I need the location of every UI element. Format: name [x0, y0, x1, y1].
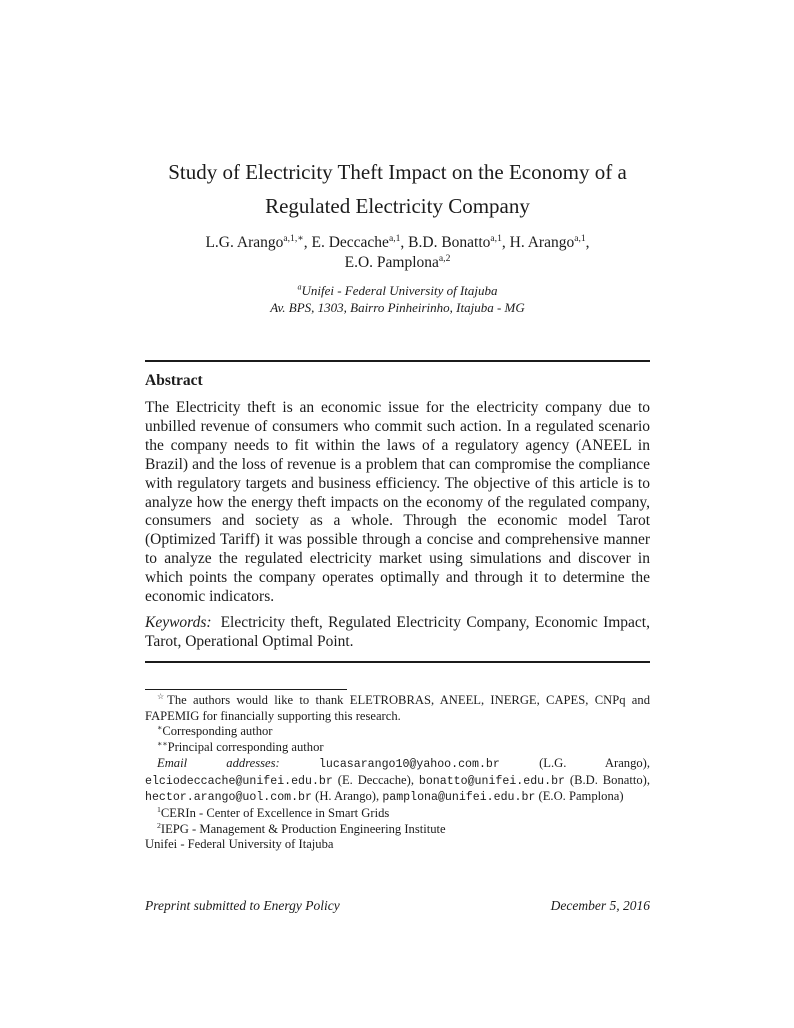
author-affil-sup: a,2 — [438, 252, 451, 264]
affiliation — [145, 283, 650, 316]
footnote-rule — [145, 689, 347, 690]
divider-below-keywords — [145, 661, 650, 663]
keywords-text: Electricity theft, Regulated Electricity Company, Economic Impact, Tarot, Operational Optimal Point. — [145, 614, 650, 650]
author-affil-sup: a,1 — [574, 232, 586, 244]
email-address: hector.arango@uol.com.br — [145, 791, 312, 805]
author-name: L.G. Arango — [205, 234, 284, 251]
author-name: E.O. Pamplona — [344, 254, 439, 271]
preprint-note: Preprint submitted to Energy Policy — [145, 898, 340, 913]
author-name: B.D. Bonatto — [408, 234, 491, 251]
paper-title-line2: Regulated Electricity Company — [265, 194, 530, 218]
affiliation-address: Av. BPS, 1303, Bairro Pinheirinho, Itajuba - MG — [270, 299, 525, 315]
abstract-text: The Electricity theft is an economic issue for the electricity company due to unbilled revenue of consumers who commit such action. In a regulated scenario the company needs to fit within the laws of a regulatory agency (ANEEL in Brazil) and the loss of revenue is a problem that can compromise the compliance with regulatory targets and business efficiency. The objective of this article is to analyze how the energy theft impacts on the economy of the regulated company, consumers and society as a whole. Through the economic model Tarot (Optimized Tariff) it was possible through a concise and comprehensive manner to analyze the regulated electricity market using simulations and discover in which points the company operates optimally and through it to determine the economic indicators. — [145, 399, 650, 606]
email-address: lucasarango10@yahoo.com.br — [318, 757, 500, 771]
footnote-cerin-mark: 1 — [157, 804, 161, 814]
email-owner: (B.D. Bonatto), — [569, 772, 650, 787]
footnotes — [145, 693, 650, 853]
email-owner: (E.O. Pamplona) — [538, 789, 624, 804]
author — [345, 254, 451, 271]
author-affil-sup: a,1 — [388, 232, 401, 244]
author-name: H. Arango — [509, 234, 575, 251]
email-owner: (E. Deccache), — [337, 772, 414, 787]
author — [510, 234, 590, 251]
footnote-iepg-mark: 2 — [157, 820, 161, 830]
paper-title-line1: Study of Electricity Theft Impact on the Economy of a — [168, 160, 627, 184]
footnote-emails — [145, 756, 650, 806]
keywords — [145, 613, 650, 651]
footnote-principal-mark: ∗∗ — [157, 738, 168, 748]
footnote-thanks-text: The authors would like to thank ELETROBRAS, ANEEL, INERGE, CAPES, CNPq and FAPEMIG for financially supporting this research. — [145, 693, 650, 723]
footnote-cerin — [145, 806, 650, 822]
author-line-2 — [145, 253, 650, 273]
footnote-thanks — [145, 693, 650, 724]
divider-above-abstract — [145, 360, 650, 362]
keywords-label: Keywords: — [145, 614, 212, 631]
footnote-corresponding-text: Corresponding author — [162, 724, 273, 739]
footnote-corresponding-mark: ∗ — [157, 723, 163, 733]
author-separator: , — [303, 234, 308, 251]
footnote-cerin-text: CERIn - Center of Excellence in Smart Grids — [160, 805, 390, 820]
affiliation-line1: Unifei - Federal University of Itajuba — [301, 283, 498, 298]
author-line-1 — [145, 233, 650, 253]
author-separator: , — [585, 234, 590, 251]
abstract-heading: Abstract — [145, 372, 203, 389]
email-address: pamplona@unifei.edu.br — [382, 791, 536, 805]
affiliation-sup: a — [297, 282, 302, 292]
email-owner: (H. Arango), — [315, 789, 380, 804]
author — [311, 234, 404, 251]
author-name: E. Deccache — [311, 234, 389, 251]
author-list — [145, 233, 650, 273]
author — [408, 234, 506, 251]
email-owner: (L.G. Arango), — [539, 755, 651, 770]
footnote-unifei-line: Unifei - Federal University of Itajuba — [145, 837, 334, 852]
author-affil-sup: a,1,∗ — [283, 232, 304, 244]
author-separator: , — [400, 234, 405, 251]
author-affil-sup: a,1 — [490, 232, 502, 244]
email-addresses-label: Email addresses: — [157, 755, 280, 770]
footnote-principal-text: Principal corresponding author — [167, 740, 324, 755]
page-footer — [145, 898, 650, 914]
footnote-principal — [145, 740, 650, 756]
submission-date: December 5, 2016 — [550, 898, 650, 913]
footnote-corresponding — [145, 724, 650, 740]
footnote-thanks-mark: ☆ — [157, 691, 168, 701]
author-separator: , — [501, 234, 506, 251]
paper-title — [145, 155, 650, 223]
email-address: elciodeccache@unifei.edu.br — [145, 774, 333, 788]
footnote-iepg — [145, 822, 650, 838]
footnote-iepg-text: IEPG - Management & Production Engineering Institute — [160, 821, 446, 836]
affiliation-name — [145, 283, 650, 300]
email-address: bonatto@unifei.edu.br — [418, 774, 565, 788]
author — [205, 234, 307, 251]
